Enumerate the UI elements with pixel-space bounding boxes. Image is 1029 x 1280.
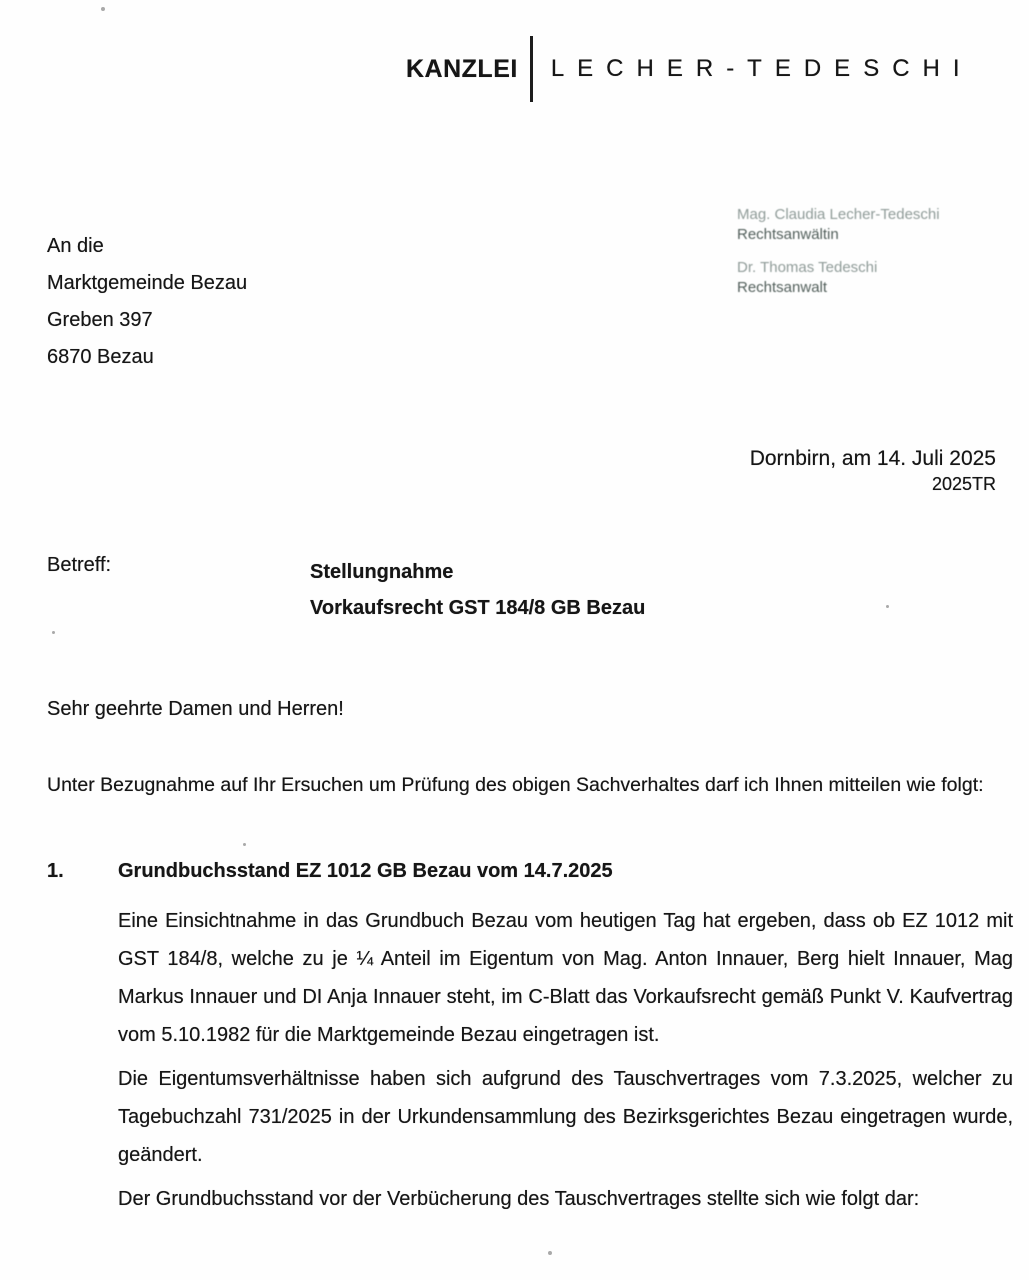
body-paragraph-1: Eine Einsichtnahme in das Grundbuch Bezau vom heutigen Tag hat ergeben, dass ob EZ 1012 mit GST 184/8, welche zu je ¼ Anteil im Eigentum von Mag. Anton Innauer, Berg hielt Innauer, Mag Markus Innauer und DI Anja Innauer steht, im C-Blatt das Vorkaufsrecht gemäß Punkt V. Kaufvertrag vom 5.10.1982 für die Marktgemeinde Bezau eingetragen ist. (118, 910, 1013, 1046)
attorneys-block (737, 205, 940, 311)
attorney-title: Rechtsanwalt (737, 279, 828, 296)
subject-label: Betreff: (47, 554, 112, 576)
letterhead (406, 36, 973, 102)
recipient-line: An die (47, 235, 104, 257)
scan-speck (886, 605, 889, 608)
attorney-title: Rechtsanwältin (737, 226, 839, 243)
body-paragraph-2: Die Eigentumsverhältnisse haben sich aufgrund des Tauschvertrages vom 7.3.2025, welcher zu Tagebuchzahl 731/2025 in der Urkundensammlung des Bezirksgerichtes Bezau eingetragen wurde, geändert. (118, 1068, 1013, 1166)
attorney-name: Dr. Thomas Tedeschi (737, 259, 878, 276)
letterhead-firm-name: LECHER-TEDESCHI (550, 55, 973, 82)
letterhead-divider (530, 36, 533, 102)
subject-lines (310, 554, 645, 626)
scan-speck (243, 843, 246, 846)
body-paragraph-3: Der Grundbuchsstand vor der Verbücherung des Tauschvertrages stellte sich wie folgt dar: (118, 1188, 920, 1210)
intro-paragraph: Unter Bezugnahme auf Ihr Ersuchen um Prüfung des obigen Sachverhaltes darf ich Ihnen mitteilen wie folgt: (47, 774, 984, 796)
scan-speck (101, 7, 105, 11)
attorney-entry (737, 258, 940, 298)
place-and-date: Dornbirn, am 14. Juli 2025 (749, 447, 996, 470)
attorney-name: Mag. Claudia Lecher-Tedeschi (737, 206, 940, 223)
scan-speck (548, 1251, 552, 1255)
recipient-address-block (47, 228, 247, 376)
recipient-line: 6870 Bezau (47, 346, 154, 368)
section-1-body (118, 902, 1013, 1224)
section-heading: Grundbuchsstand EZ 1012 GB Bezau vom 14.7.2025 (118, 860, 613, 882)
subject-line-2: Vorkaufsrecht GST 184/8 GB Bezau (310, 597, 646, 619)
recipient-line: Greben 397 (47, 309, 153, 331)
scan-speck (52, 631, 55, 634)
letterhead-kanzlei-label: KANZLEI (406, 54, 518, 83)
recipient-line: Marktgemeinde Bezau (47, 272, 248, 294)
subject-line-1: Stellungnahme (310, 561, 454, 583)
salutation: Sehr geehrte Damen und Herren! (47, 698, 344, 720)
section-number: 1. (47, 860, 64, 882)
file-reference: 2025TR (931, 474, 996, 494)
subject-block (47, 554, 645, 626)
section-1-heading-row (47, 860, 613, 883)
attorney-entry (737, 205, 940, 245)
dateline-block (750, 447, 996, 495)
